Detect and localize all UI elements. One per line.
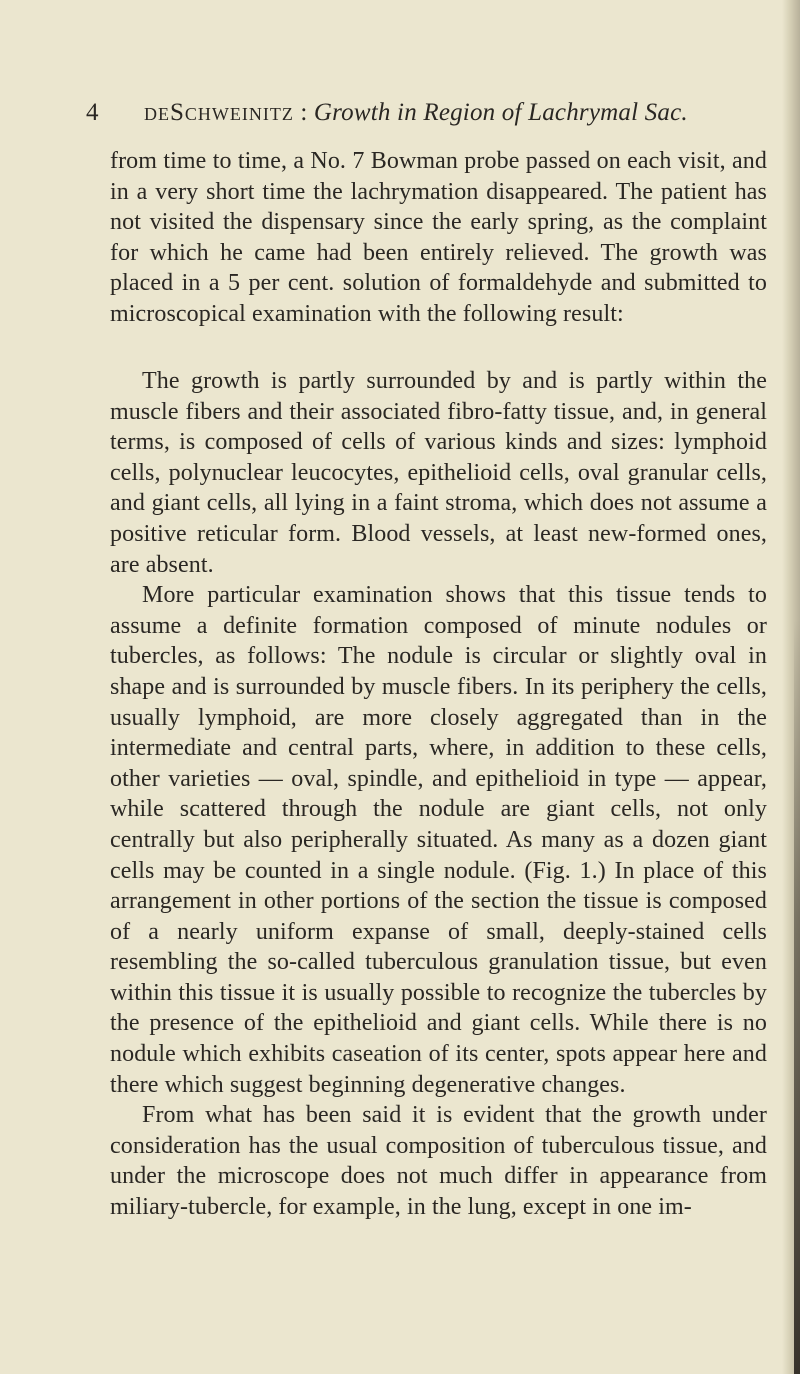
paragraph-2: The growth is partly surrounded by and is partly within the muscle fibers and their associated fibro-fatty tissue, and, in general terms, is composed of cells of various kinds and sizes: lymphoid cells, polynuclear leucocytes, epithelioid cells, oval granular cells, and giant cells, all lying in a faint stroma, which does not assume a positive reticular form. Blood vessels, at least new-formed ones, are absent.: [110, 368, 767, 578]
body-text-intro: [110, 146, 767, 330]
paragraph-4: From what has been said it is evident that the growth under consideration has the usual composition of tuberculous tissue, and under the microscope does not much differ in appearance from miliary-tubercle, for example, in the lung, except in one im-: [110, 1102, 767, 1221]
page-binding-shadow: [794, 620, 800, 1374]
header-title: Growth in Region of Lachrymal Sac.: [313, 99, 688, 126]
page-number: 4: [86, 99, 99, 126]
paragraph-1: from time to time, a No. 7 Bowman probe passed on each visit, and in a very short time the lachrymation disappeared. The patient has not visited the dispensary since the early spring, as the complaint for which he came had been entirely relieved. The growth was placed in a 5 per cent. solution of formaldehyde and submitted to microscopical examination with the following result:: [110, 148, 767, 327]
body-text-findings: [110, 366, 767, 1223]
running-header: [86, 98, 746, 128]
paragraph-3: More particular examination shows that this tissue tends to assume a definite formation composed of minute nodules or tubercles, as follows: The nodule is circular or slightly oval in shape and is surrounded by muscle fibers. In its periphery the cells, usually lymphoid, are more closely aggregated than in the intermediate and central parts, where, in addition to these cells, other varieties — oval, spindle, and epithelioid in type — appear, while scattered through the nodule are giant cells, not only centrally but also peripherally situated. As many as a dozen giant cells may be counted in a single nodule. (Fig. 1.) In place of this arrangement in other portions of the section the tissue is composed of a nearly uniform expanse of small, deeply-stained cells resembling the so-called tuberculous granulation tissue, but even within this tissue it is usually possible to recognize the tubercles by the presence of the epithelioid and giant cells. While there is no nodule which exhibits caseation of its center, spots appear here and there which suggest beginning degenerative changes.: [110, 582, 767, 1098]
header-separator: :: [293, 99, 314, 126]
header-author: deSchweinitz: [144, 99, 294, 126]
